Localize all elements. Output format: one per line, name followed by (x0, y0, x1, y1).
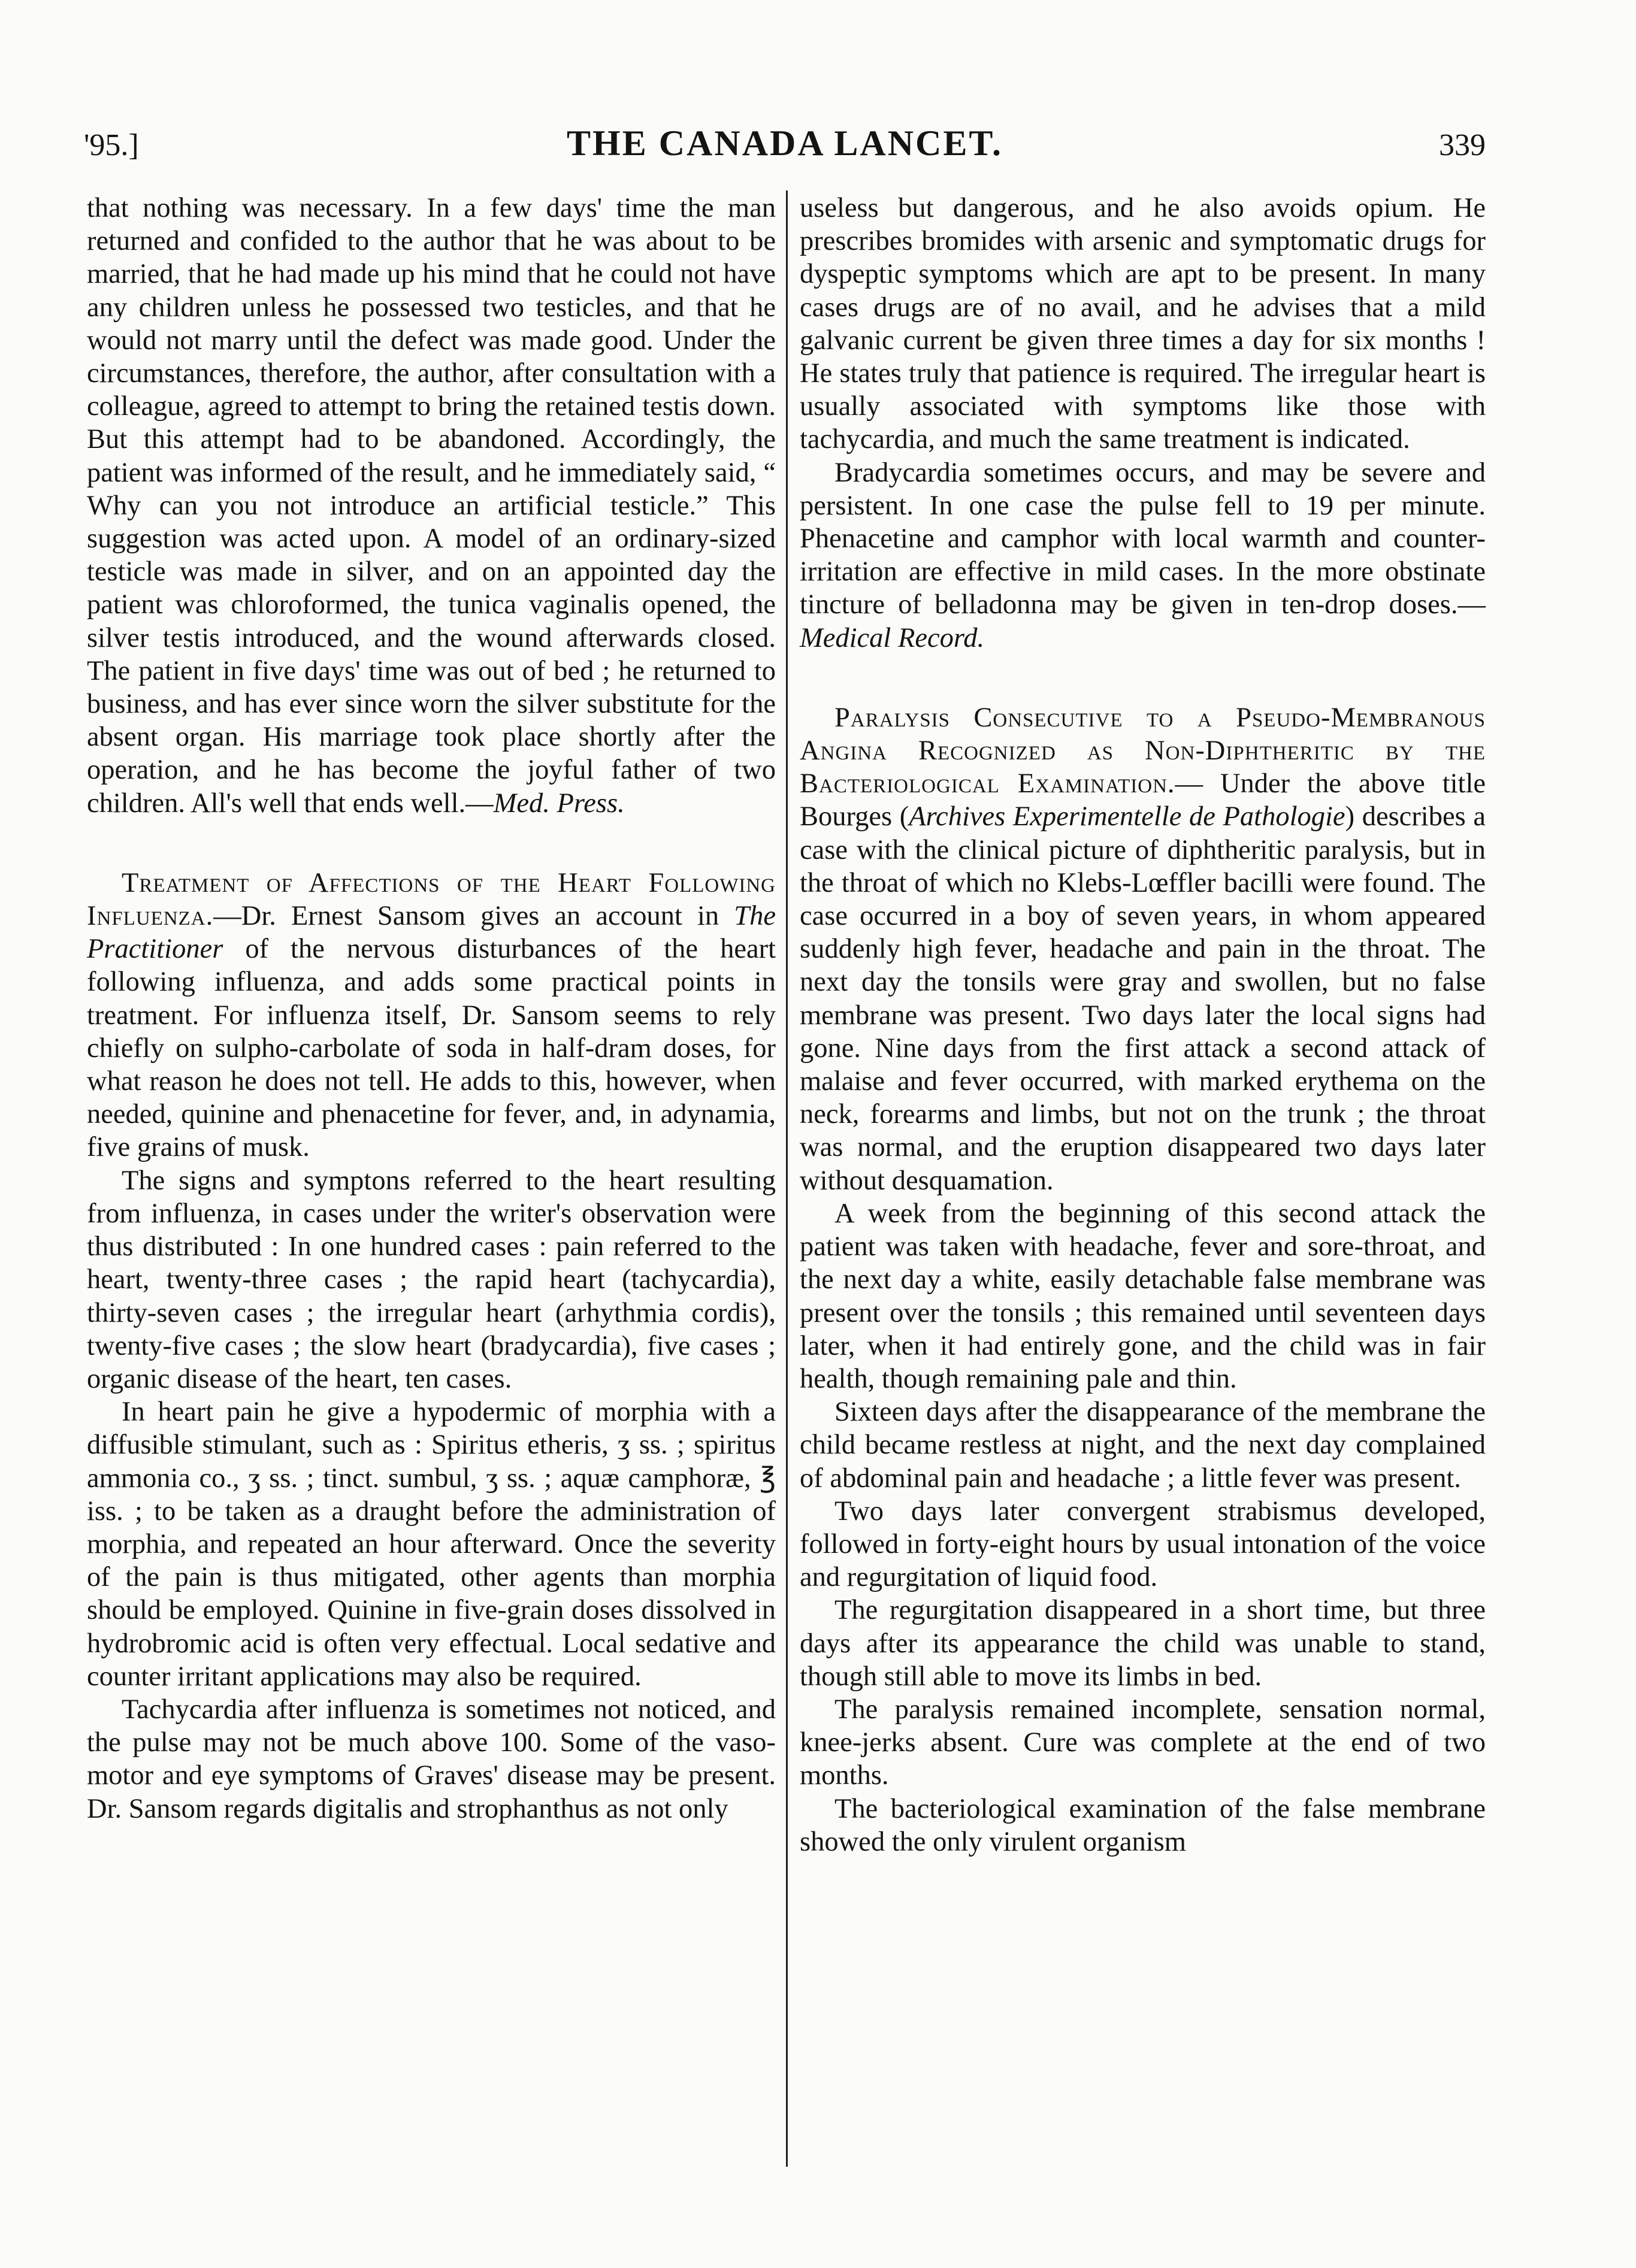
left-column (87, 192, 776, 1825)
source-citation: Med. Press. (493, 788, 625, 819)
page-number: 339 (1439, 128, 1486, 162)
section-gap (800, 655, 1486, 701)
paragraph: Sixteen days after the disappearance of the membrane the child became restless at night, and the next day complained of abdominal pain and headache ; a little fever was present. (800, 1397, 1486, 1494)
source-citation: Medical Record. (800, 622, 985, 653)
paragraph-text: that nothing was necessary. In a few days' time the man returned and confided to the author that he was about to be married, that he had made up his mind that he could not have any children unless he possessed two testicles, and that he would not marry until the defect was made good. Under the circumstances, therefore, the author, after consultation with a colleague, agreed to attempt to bring the retained testis down. But this attempt had to be abandoned. Accordingly, the patient was informed of the result, and he immediately said, “ Why can you not introduce an artificial testicle.” This suggestion was acted upon. A model of an ordinary-sized testicle was made in silver, and on an appointed day the patient was chloroformed, the tunica vaginalis opened, the silver testis introduced, and the wound afterwards closed. The patient in five days' time was out of bed ; he returned to business, and has ever since worn the silver substitute for the absent organ. His marriage took place shortly after the operation, and he has become the joyful father of two children. All's well that ends well.— (87, 193, 776, 819)
paragraph: The paralysis remained incomplete, sensation normal, knee-jerks absent. Cure was complete at the end of two months. (800, 1694, 1486, 1791)
journal-name: The Practitioner (87, 901, 776, 965)
journal-name: Archives Experimentelle de Pathologie (909, 801, 1345, 832)
paragraph: The regurgitation disappeared in a short time, but three days after its appearance the child was unable to stand, though still able to move its limbs in bed. (800, 1595, 1486, 1692)
running-header (84, 123, 1486, 177)
paragraph-text: of the nervous disturbances of the heart following influenza, and adds some practical points in treatment. For influenza itself, Dr. Sansom seems to rely chiefly on sulpho-carbolate of soda in half-dram doses, for what reason he does not tell. He adds to this, however, when needed, quinine and phenacetine for fever, and, in adynamia, five grains of musk. (87, 934, 776, 1163)
paragraph-text: — Under the above title Bourges ( (800, 768, 1486, 832)
paragraph (87, 192, 776, 820)
paragraph: The signs and symptons referred to the heart resulting from influenza, in cases under the writer's observation were thus distributed : In one hundred cases : pain referred to the heart, twenty-three cases ; the rapid heart (tachycardia), thirty-seven cases ; the irregular heart (arhythmia cordis), twenty-five cases ; the slow heart (bradycardia), five cases ; organic disease of the heart, ten cases. (87, 1165, 776, 1394)
header-year: '95.] (84, 128, 139, 162)
column-divider (786, 190, 788, 2167)
section-gap (87, 820, 776, 867)
article-heading: Treatment of Affections of the Heart Following Influenza. (87, 867, 776, 932)
paragraph: The bacteriological examination of the false membrane showed the only virulent organism (800, 1793, 1486, 1857)
paragraph: Tachycardia after influenza is sometimes not noticed, and the pulse may not be much above 100. Some of the vaso-motor and eye symptoms of Graves' disease may be present. Dr. Sansom regards digitalis and strophanthus as not only (87, 1694, 776, 1824)
paragraph: A week from the beginning of this second attack the patient was taken with headache, fever and sore-throat, and the next day a white, easily detachable false membrane was present over the tonsils ; this remained until seventeen days later, when it had entirely gone, and the child was in fair health, though remaining pale and thin. (800, 1198, 1486, 1394)
paragraph: useless but dangerous, and he also avoids opium. He prescribes bromides with arsenic and symptomatic drugs for dyspeptic symptoms which are apt to be present. In many cases drugs are of no avail, and he advises that a mild galvanic current be given three times a day for six months ! He states truly that patience is required. The irregular heart is usually associated with symptoms like those with tachycardia, and much the same treatment is indicated. (800, 193, 1486, 455)
right-column (800, 192, 1486, 1858)
article-heading: Paralysis Consecutive to a Pseudo-Membranous Angina Recognized as Non-Diphtheritic by the Bacteriological Examination. (800, 702, 1486, 800)
paragraph: Two days later convergent strabismus developed, followed in forty-eight hours by usual intonation of the voice and regurgitation of liquid food. (800, 1495, 1486, 1593)
article-paragraph (87, 867, 776, 1164)
paragraph-text: —Dr. Ernest Sansom gives an account in (213, 901, 734, 932)
journal-title: THE CANADA LANCET. (567, 123, 1003, 163)
paragraph: In heart pain he give a hypodermic of morphia with a diffusible stimulant, such as : Spiritus etheris, ʒ ss. ; spiritus ammonia co., ʒ ss. ; tinct. sumbul, ʒ ss. ; aquæ camphoræ, ℥ iss. ; to be taken as a draught before the administration of morphia, and repeated an hour afterward. Once the severity of the pain is thus mitigated, other agents than morphia should be employed. Quinine in five-grain doses dissolved in hydrobromic acid is often very effectual. Local sedative and counter irritant applications may also be required. (87, 1397, 776, 1692)
article-paragraph (800, 701, 1486, 1197)
paragraph (800, 456, 1486, 655)
paragraph-text: Bradycardia sometimes occurs, and may be severe and persistent. In one case the pulse fell to 19 per minute. Phenacetine and camphor with local warmth and counter-irritation are effective in mild cases. In the more obstinate tincture of belladonna may be given in ten-drop doses.— (800, 457, 1486, 620)
paragraph-text: ) describes a case with the clinical picture of diphtheritic paralysis, but in the throat of which no Klebs-Lœffler bacilli were found. The case occurred in a boy of seven years, in whom appeared suddenly high fever, headache and pain in the throat. The next day the tonsils were gray and swollen, but no false membrane was present. Two days later the local signs had gone. Nine days from the first attack a second attack of malaise and fever occurred, with marked erythema on the neck, forearms and limbs, but not on the trunk ; the throat was normal, and the eruption disappeared two days later without desquamation. (800, 801, 1486, 1196)
